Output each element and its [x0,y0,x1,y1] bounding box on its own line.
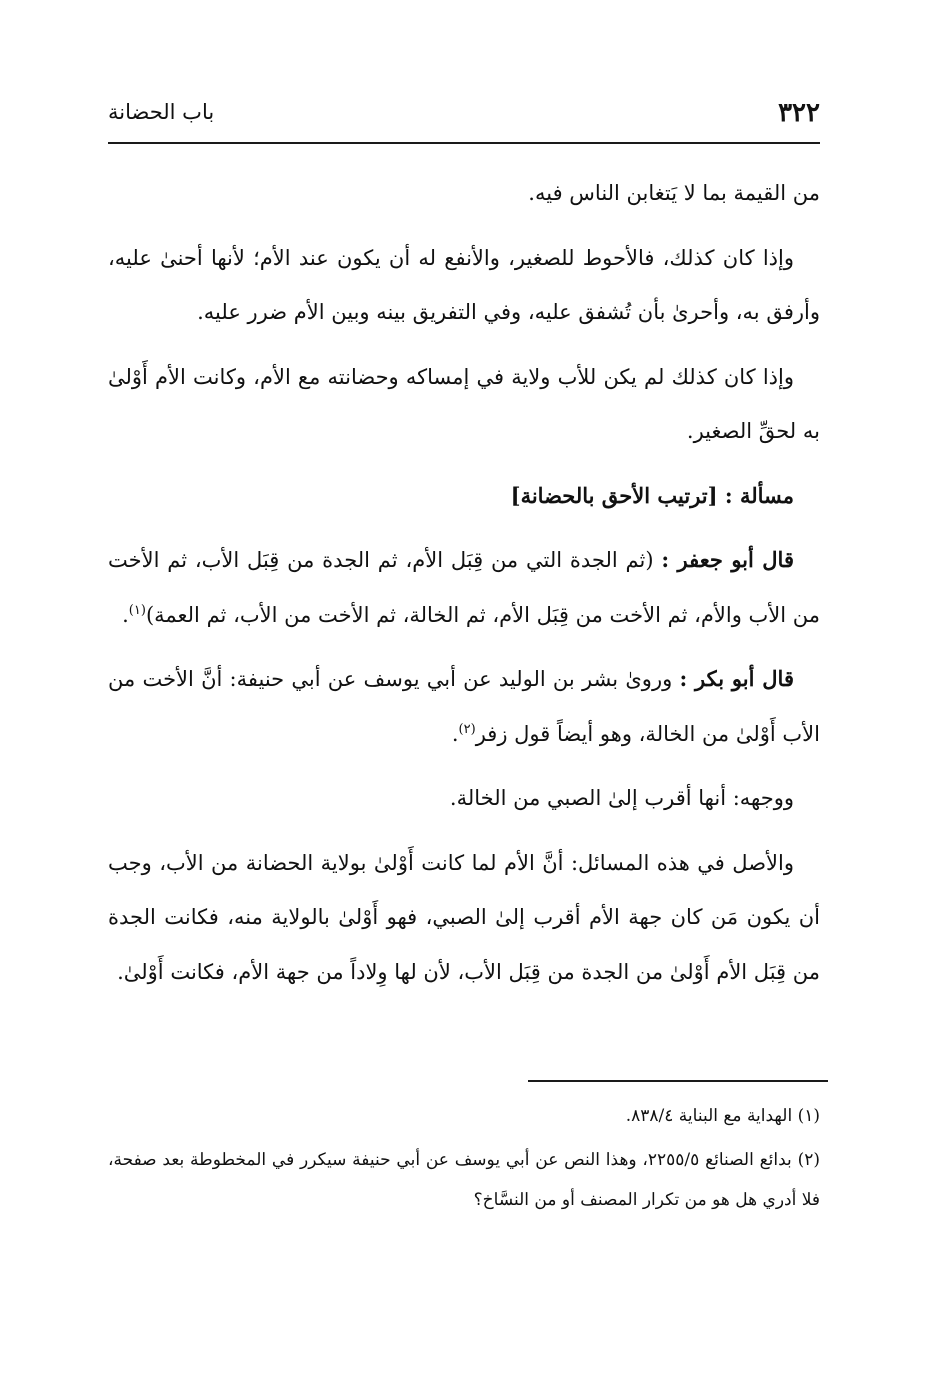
paragraph-6: ووجهه: أنها أقرب إلىٰ الصبي من الخالة. [449,786,794,810]
paragraph-4-end: . [122,602,129,627]
paragraph-3: وإذا كان كذلك لم يكن للأب ولاية في إمساكه وحضانته مع الأم، وكانت الأم أَوْلىٰ به لحقِّ الصغير. [108,364,820,443]
paragraph-7: والأصل في هذه المسائل: أنَّ الأم لما كانت أَوْلىٰ بولاية الحضانة من الأب، وجب أن يكون مَن كان جهة الأم أقرب إلىٰ الصبي، فهو أَوْلىٰ بالولاية منه، فكانت الجدة من قِبَل الأم أَوْلىٰ من الجدة من قِبَل الأب، لأن لها وِلاداً من جهة الأم، فكانت أَوْلىٰ. [108,850,820,984]
paragraph-5 [108,652,820,761]
page-number: ٣٢٢ [778,98,820,128]
footnotes [108,1096,820,1224]
paragraph-4-text: (ثم الجدة التي من قِبَل الأم، ثم الجدة من قِبَل الأب، ثم الأخت من الأب والأم، ثم الأخت من قِبَل الأم، ثم الخالة، ثم الأخت من الأب، ثم العمة) [108,548,820,627]
footnote-ref-2: (٢) [458,721,476,737]
paragraph-1: من القيمة بما لا يَتغابن الناس فيه. [528,181,820,205]
footnote-divider [528,1080,828,1082]
main-text [108,166,820,1009]
running-title: باب الحضانة [108,100,215,124]
issue-heading: مسألة : [ترتيب الأحق بالحضانة] [510,482,794,508]
page-header [108,92,820,144]
paragraph-5-end: . [451,721,459,746]
footnote-ref-1: (١) [128,602,146,618]
speaker-abu-jafar: قال أبو جعفر : [661,547,794,572]
speaker-abu-bakr: قال أبو بكر : [679,666,794,691]
paragraph-4 [108,533,820,642]
footnote-2: (٢) بدائع الصنائع ٢٢٥٥/٥، وهذا النص عن أبي يوسف عن أبي حنيفة سيكرر في المخطوطة بعد صفحة، فلا أدري هل هو من تكرار المصنف أو من النسَّاخ؟ [108,1150,820,1210]
paragraph-5-text: وروىٰ بشر بن الوليد عن أبي يوسف عن أبي حنيفة: أنَّ الأخت من الأب أَوْلىٰ من الخالة، وهو أيضاً قول زفر [108,667,820,746]
paragraph-2: وإذا كان كذلك، فالأحوط للصغير، والأنفع له أن يكون عند الأم؛ لأنها أحنىٰ عليه، وأرفق به، وأحرىٰ بأن تُشفق عليه، وفي التفريق بينه وبين الأم ضرر عليه. [108,245,820,324]
footnote-1: (١) الهداية مع البناية ٨٣٨/٤. [625,1106,820,1126]
